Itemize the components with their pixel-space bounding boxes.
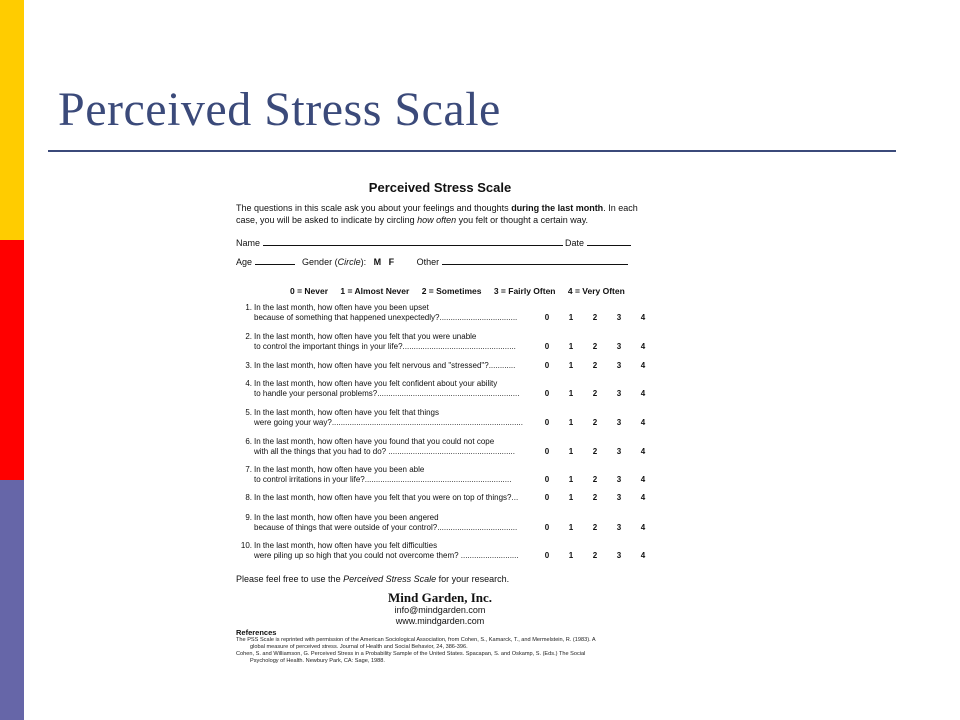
- reference-line: Cohen, S. and Williamson, G. Perceived Stress in a Probability Sample of the United States. Spacapan, S. and Oskamp, S. (Eds.) The Social: [236, 651, 586, 657]
- other-line: [442, 256, 628, 265]
- question-text: to control irritations in your life?..................................................................: [254, 475, 512, 484]
- gender-circle-word: Circle: [337, 257, 361, 267]
- name-label: Name: [236, 238, 261, 248]
- response-option-3: 3: [616, 493, 622, 502]
- title-underline: [48, 150, 896, 152]
- question-item: [236, 379, 646, 399]
- question-text: In the last month, how often have you felt that you were unable: [254, 332, 477, 341]
- response-option-3: 3: [616, 551, 622, 560]
- question-text: were going your way?......................................................................................: [254, 418, 523, 427]
- response-option-4: 4: [640, 342, 646, 351]
- response-option-4: 4: [640, 313, 646, 322]
- response-option-0: 0: [544, 551, 550, 560]
- question-item: [236, 303, 646, 323]
- question-text: In the last month, how often have you found that you could not cope: [254, 437, 495, 446]
- response-option-3: 3: [616, 361, 622, 370]
- accent-band-red: [0, 240, 24, 480]
- response-option-0: 0: [544, 361, 550, 370]
- response-option-4: 4: [640, 493, 646, 502]
- question-text: In the last month, how often have you been able: [254, 465, 425, 474]
- response-option-4: 4: [640, 447, 646, 456]
- scale-0: 0 = Never: [290, 286, 329, 296]
- question-number: 2.: [245, 332, 252, 341]
- response-option-4: 4: [640, 523, 646, 532]
- pss-document-image: [225, 170, 655, 690]
- other-label: Other: [416, 257, 440, 267]
- intro-bold: during the last month: [511, 203, 604, 213]
- question-number: 8.: [245, 493, 252, 502]
- question-text: to control the important things in your life?...................................................: [254, 342, 516, 351]
- response-option-0: 0: [544, 447, 550, 456]
- age-line: [255, 256, 295, 265]
- closing-note: [236, 574, 509, 584]
- response-option-4: 4: [640, 418, 646, 427]
- response-option-4: 4: [640, 389, 646, 398]
- scale-3: 3 = Fairly Often: [493, 286, 556, 296]
- response-option-2: 2: [592, 475, 598, 484]
- response-option-1: 1: [568, 418, 574, 427]
- response-option-4: 4: [640, 361, 646, 370]
- response-option-0: 0: [544, 493, 550, 502]
- question-text: because of something that happened unexpectedly?...................................: [254, 313, 518, 322]
- question-text: In the last month, how often have you felt that you were on top of things?...: [254, 493, 519, 502]
- question-text: In the last month, how often have you felt nervous and "stressed"?............: [254, 361, 516, 370]
- question-item: [236, 437, 646, 457]
- name-date-row: [236, 237, 631, 248]
- response-option-2: 2: [592, 313, 598, 322]
- intro-text-3: you felt or thought a certain way.: [456, 215, 589, 225]
- question-item: [236, 408, 646, 428]
- question-text: to handle your personal problems?................................................................: [254, 389, 520, 398]
- question-item: [236, 332, 646, 352]
- company-website: www.mindgarden.com: [395, 616, 485, 626]
- question-text: were piling up so high that you could not overcome them? ..........................: [254, 551, 519, 560]
- response-option-1: 1: [568, 551, 574, 560]
- question-number: 3.: [245, 361, 252, 370]
- response-option-0: 0: [544, 523, 550, 532]
- closing-italic: Perceived Stress Scale: [343, 574, 437, 584]
- age-label: Age: [236, 257, 253, 267]
- slide-title: Perceived Stress Scale: [58, 83, 501, 136]
- response-option-3: 3: [616, 342, 622, 351]
- scale-2: 2 = Sometimes: [421, 286, 482, 296]
- gender-f: F: [388, 257, 395, 267]
- response-option-3: 3: [616, 447, 622, 456]
- question-number: 5.: [245, 408, 252, 417]
- company-email: info@mindgarden.com: [394, 605, 486, 615]
- response-option-1: 1: [568, 361, 574, 370]
- accent-band-blue: [0, 480, 24, 720]
- question-text: In the last month, how often have you felt difficulties: [254, 541, 438, 550]
- question-item: [236, 541, 646, 561]
- question-item: [236, 361, 646, 371]
- response-option-4: 4: [640, 551, 646, 560]
- closing-text-2: for your research.: [436, 574, 510, 584]
- response-option-1: 1: [568, 493, 574, 502]
- question-item: [236, 465, 646, 485]
- reference-line: The PSS Scale is reprinted with permission of the American Sociological Association, from Cohen, S., Kamarck, T., and Mermelstein, R. (1983). A: [236, 637, 596, 643]
- gender-m: M: [373, 257, 382, 267]
- response-option-1: 1: [568, 342, 574, 351]
- question-number: 1.: [245, 303, 252, 312]
- gender-prefix: Gender (: [302, 257, 338, 267]
- question-text: In the last month, how often have you felt that things: [254, 408, 440, 417]
- question-item: [236, 513, 646, 533]
- references-list: [236, 637, 646, 665]
- response-option-1: 1: [568, 389, 574, 398]
- intro-text-1: The questions in this scale ask you about your feelings and thoughts: [236, 203, 512, 213]
- response-option-0: 0: [544, 389, 550, 398]
- question-number: 4.: [245, 379, 252, 388]
- response-option-0: 0: [544, 475, 550, 484]
- question-number: 7.: [245, 465, 252, 474]
- slide-accent-bar: [0, 0, 24, 720]
- response-option-2: 2: [592, 493, 598, 502]
- response-option-2: 2: [592, 523, 598, 532]
- question-number: 9.: [245, 513, 252, 522]
- response-option-3: 3: [616, 313, 622, 322]
- response-scale-legend: [290, 286, 635, 296]
- response-option-1: 1: [568, 313, 574, 322]
- question-number: 6.: [245, 437, 252, 446]
- response-option-1: 1: [568, 447, 574, 456]
- response-option-1: 1: [568, 475, 574, 484]
- response-option-3: 3: [616, 389, 622, 398]
- response-option-0: 0: [544, 418, 550, 427]
- scale-4: 4 = Very Often: [567, 286, 625, 296]
- intro-text-2: . In each case, you will be asked to indicate by circling: [236, 203, 638, 225]
- closing-text-1: Please feel free to use the: [236, 574, 344, 584]
- accent-band-yellow: [0, 0, 24, 240]
- response-option-2: 2: [592, 361, 598, 370]
- response-option-0: 0: [544, 313, 550, 322]
- response-option-2: 2: [592, 551, 598, 560]
- references-heading: References: [236, 628, 277, 637]
- response-option-4: 4: [640, 475, 646, 484]
- date-label: Date: [565, 238, 585, 248]
- scale-1: 1 = Almost Never: [340, 286, 410, 296]
- response-option-3: 3: [616, 475, 622, 484]
- gender-suffix: ):: [360, 257, 367, 267]
- response-option-3: 3: [616, 418, 622, 427]
- question-text: In the last month, how often have you been angered: [254, 513, 439, 522]
- age-gender-other-row: [236, 256, 628, 267]
- reference-line: Psychology of Health. Newbury Park, CA: Sage, 1988.: [250, 658, 385, 664]
- response-option-2: 2: [592, 418, 598, 427]
- response-option-1: 1: [568, 523, 574, 532]
- company-name: Mind Garden, Inc.: [387, 590, 492, 605]
- date-line: [587, 237, 631, 246]
- response-option-3: 3: [616, 523, 622, 532]
- instructions-paragraph: [236, 202, 646, 226]
- question-text: In the last month, how often have you felt confident about your ability: [254, 379, 498, 388]
- reference-line: global measure of perceived stress. Journal of Health and Social Behavior, 24, 386-396.: [250, 644, 468, 650]
- intro-italic: how often: [417, 215, 457, 225]
- question-text: because of things that were outside of your control?....................................: [254, 523, 518, 532]
- response-option-2: 2: [592, 389, 598, 398]
- response-option-2: 2: [592, 447, 598, 456]
- question-text: with all the things that you had to do? .........................................................: [254, 447, 516, 456]
- question-number: 10.: [240, 541, 252, 550]
- response-option-0: 0: [544, 342, 550, 351]
- question-text: In the last month, how often have you been upset: [254, 303, 429, 312]
- name-line: [263, 237, 563, 246]
- document-heading: Perceived Stress Scale: [368, 180, 512, 195]
- response-option-2: 2: [592, 342, 598, 351]
- question-item: [236, 493, 646, 503]
